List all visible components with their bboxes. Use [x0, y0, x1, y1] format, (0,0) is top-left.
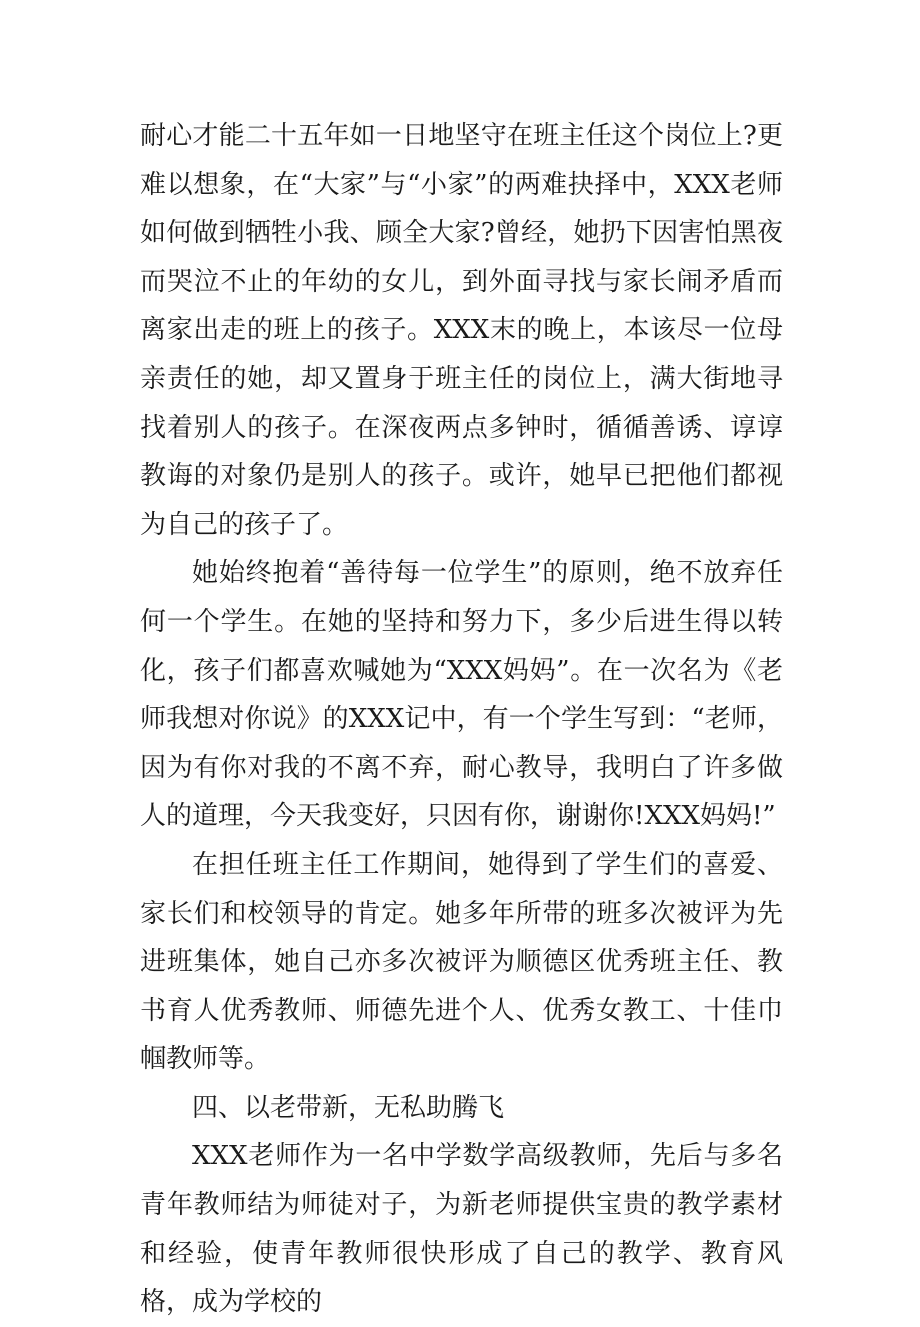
- document-body: [140, 112, 783, 1327]
- section-heading: 四、以老带新，无私助腾飞: [192, 1092, 505, 1123]
- paragraph-honors: 在担任班主任工作期间，她得到了学生们的喜爱、家长们和校领导的肯定。她多年所带的班多次被评为先进班集体，她自己亦多次被评为顺德区优秀班主任、教书育人优秀教师、师德先进个人、优秀女教工、十佳巾帼教师等。: [140, 849, 783, 1075]
- paragraph-continuation: 耐心才能二十五年如一日地坚守在班主任这个岗位上?更难以想象，在“大家”与“小家”的两难抉择中，XXX老师如何做到牺牲小我、顾全大家?曾经，她扔下因害怕黑夜而哭泣不止的年幼的女儿，到外面寻找与家长闹矛盾而离家出走的班上的孩子。XXX末的晚上，本该尽一位母亲责任的她，却又置身于班主任的岗位上，满大街地寻找着别人的孩子。在深夜两点多钟时，循循善诱、谆谆教诲的对象仍是别人的孩子。或许，她早已把他们都视为自己的孩子了。: [140, 121, 783, 540]
- paragraph-mentoring: XXX老师作为一名中学数学高级教师，先后与多名青年教师结为师徒对子，为新老师提供宝贵的教学素材和经验，使青年教师很快形成了自己的教学、教育风格，成为学校的: [140, 1141, 783, 1318]
- paragraph-principle: 她始终抱着“善待每一位学生”的原则，绝不放弃任何一个学生。在她的坚持和努力下，多少后进生得以转化，孩子们都喜欢喊她为“XXX妈妈”。在一次名为《老师我想对你说》的XXX记中，有一个学生写到：“老师，因为有你对我的不离不弃，耐心教导，我明白了许多做人的道理，今天我变好，只因有你，谢谢你!XXX妈妈!”: [140, 558, 783, 832]
